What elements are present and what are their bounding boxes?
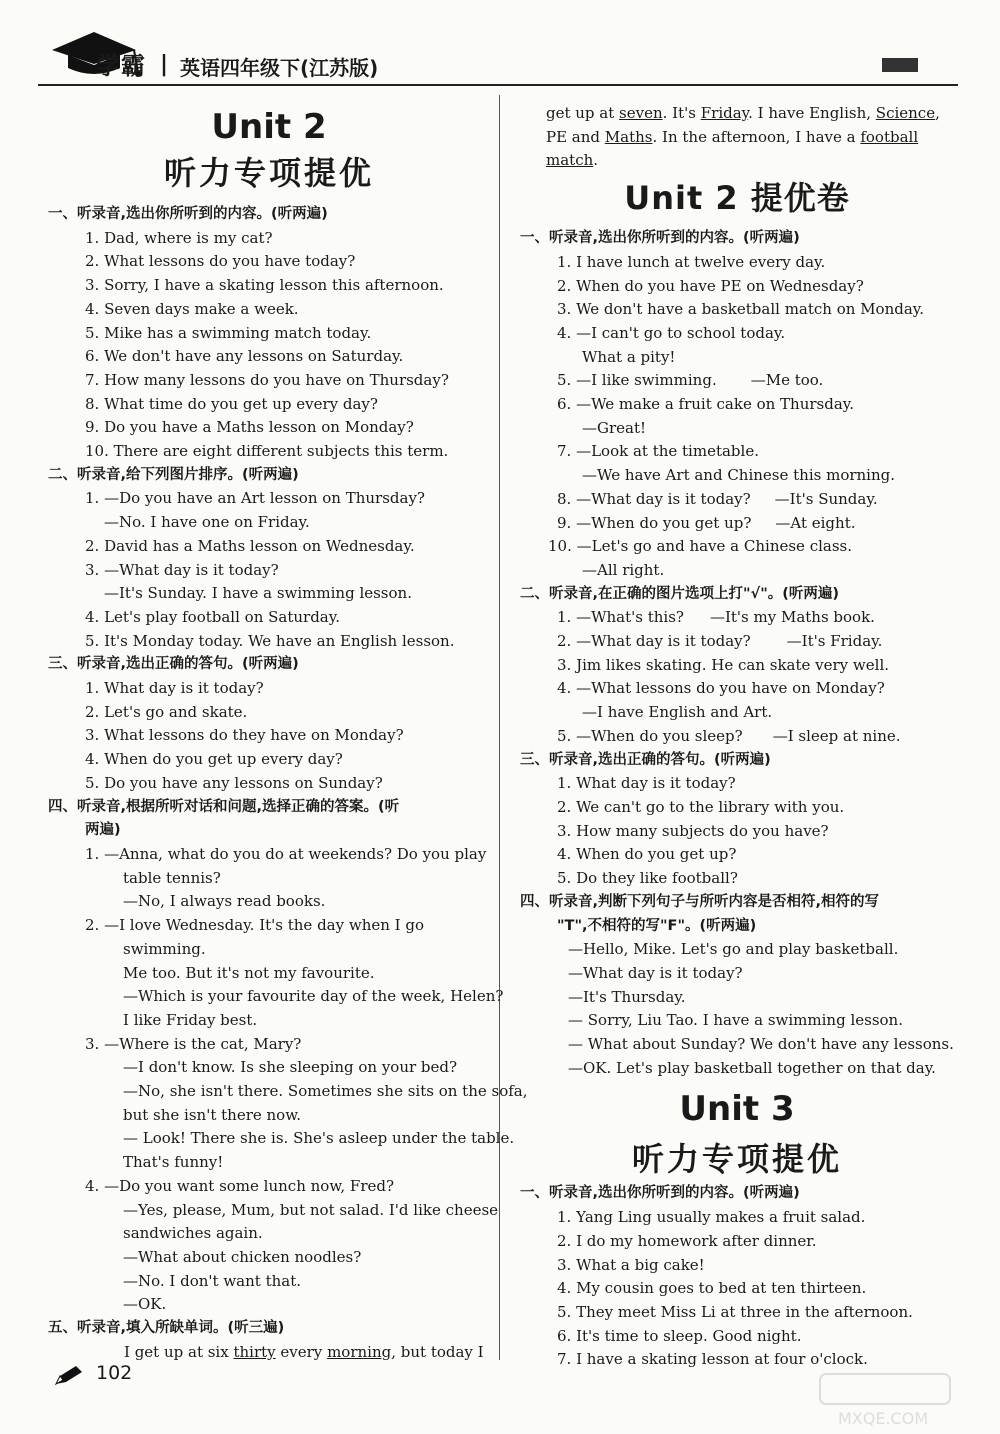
column-divider [499,95,500,1360]
passage-text: . It's [662,104,701,122]
list-item [520,630,954,654]
unit-subtitle: 听力专项提优 [163,154,374,192]
line-part: —It's Sunday. [774,489,878,508]
list-item: 4. My cousin goes to bed at ten thirteen. [557,1279,867,1298]
brand-logo-text: 学霸 [96,52,146,80]
list-item: 1. I have lunch at twelve every day. [557,252,826,271]
unit-heading: Unit 2 [211,107,327,147]
section-heading: 五、听录音,填入所缺单词。(听三遍) [48,1320,285,1337]
list-item: 8. What time do you get up every day? [85,394,378,413]
line-part: —It's my Maths book. [709,608,875,627]
list-item: sandwiches again. [123,1224,263,1243]
list-item: 1. Dad, where is my cat? [85,228,273,247]
line-part: 1. —What's this? [557,608,684,627]
list-item: —I don't know. Is she sleeping on your bed? [123,1058,458,1077]
list-item: 6. It's time to sleep. Good night. [557,1326,802,1345]
answer-word: morning [327,1342,392,1361]
passage-text: . In the afternoon, I have a [652,127,861,146]
list-item: 1. Yang Ling usually makes a fruit salad. [557,1208,866,1227]
list-item: 3. —Where is the cat, Mary? [85,1034,302,1053]
passage-text: I get up at six [124,1342,234,1361]
list-item: 4. —I can't go to school today. [557,323,786,342]
line-part: 8. —What day is it today? [557,489,751,508]
answer-word: seven [619,104,663,122]
list-item [520,369,954,393]
list-item: — Look! There she is. She's asleep under the table. [123,1129,515,1148]
section-heading: 二、听录音,给下列图片排序。(听两遍) [48,466,299,483]
section-heading: 二、听录音,在正确的图片选项上打"√"。(听两遍) [520,585,840,602]
list-item: 6. We don't have any lessons on Saturday. [85,347,404,366]
list-item: —OK. Let's play basketball together on that day. [568,1058,936,1077]
answer-word: match [546,151,594,170]
list-item: 7. I have a skating lesson at four o'clock. [557,1350,868,1369]
list-item: —We have Art and Chinese this morning. [582,466,896,485]
list-item: — Sorry, Liu Tao. I have a swimming lesson. [568,1011,903,1030]
list-item: 7. —Look at the timetable. [557,442,759,461]
list-item: 5. It's Monday today. We have an English lesson. [85,631,455,650]
cloze-passage [48,1341,490,1365]
list-item: —It's Thursday. [568,987,686,1006]
list-item: —No, I always read books. [123,892,326,911]
left-column [48,95,528,1364]
cloze-passage [520,149,954,173]
section-heading: 四、听录音,根据所听对话和问题,选择正确的答案。(听 [48,798,400,815]
list-item: 1. —Anna, what do you do at weekends? Do you play [85,844,487,863]
cloze-passage [520,126,954,150]
list-item: 2. —I love Wednesday. It's the day when I go [85,916,424,935]
list-item: 2. When do you have PE on Wednesday? [557,276,864,295]
list-item: 3. What a big cake! [557,1255,705,1274]
passage-text: get up at [546,104,620,122]
passage-text: . I have English, [748,104,876,122]
answer-word: Science [875,104,936,122]
list-item: —It's Sunday. I have a swimming lesson. [104,584,412,603]
answer-word: Maths [604,127,653,146]
line-part: 5. —I like swimming. [557,371,717,390]
list-item: 5. Do you have any lessons on Sunday? [85,773,383,792]
list-item: That's funny! [123,1153,224,1172]
section-heading: 一、听录音,选出你所听到的内容。(听两遍) [520,230,800,247]
list-item: 10. —Let's go and have a Chinese class. [548,537,853,556]
list-item: 4. When do you get up every day? [85,750,343,769]
section-heading: 一、听录音,选出你所听到的内容。(听两遍) [520,1185,800,1202]
list-item: 4. When do you get up? [557,845,737,864]
right-column [520,102,954,1372]
list-item: 2. We can't go to the library with you. [557,797,845,816]
passage-text: every [275,1342,328,1361]
page-header [38,28,958,90]
list-item: — What about Sunday? We don't have any lessons. [568,1035,954,1054]
list-item: —No. I don't want that. [123,1271,302,1290]
list-item: 1. What day is it today? [557,774,736,793]
unit-heading: Unit 3 [679,1089,795,1130]
header-separator: | [160,52,169,77]
book-title: 英语四年级下(江苏版) [180,56,379,80]
list-item: table tennis? [123,868,221,887]
line-part: —At eight. [775,513,856,532]
list-item: 4. —Do you want some lunch now, Fred? [85,1176,395,1195]
list-item: 5. Do they like football? [557,869,738,888]
list-item: 1. —Do you have an Art lesson on Thursday? [85,489,425,508]
list-item: —Which is your favourite day of the week, Helen? [123,987,504,1006]
list-item: 10. There are eight different subjects this term. [85,442,449,461]
list-item: 7. How many lessons do you have on Thursday? [85,370,449,389]
svg-text:MXQE.COM: MXQE.COM [838,1409,929,1428]
line-part: 5. —When do you sleep? [557,726,743,745]
list-item: What a pity! [582,347,676,366]
list-item: —Yes, please, Mum, but not salad. I'd like cheese [123,1200,499,1219]
section-heading: 一、听录音,选出你所听到的内容。(听两遍) [48,206,328,222]
line-part: —I sleep at nine. [772,726,901,745]
list-item [520,725,954,749]
list-item: —I have English and Art. [582,703,773,722]
pencil-icon [54,1364,84,1386]
list-item: —Great! [582,418,647,437]
list-item: I like Friday best. [123,1010,258,1029]
line-part: 9. —When do you get up? [557,513,752,532]
list-item: 3. Jim likes skating. He can skate very well. [557,655,890,674]
passage-text: , but today I [391,1342,484,1361]
answer-word: Friday [700,104,749,122]
list-item [520,512,954,536]
list-item: 2. I do my homework after dinner. [557,1231,817,1250]
list-item: 5. Mike has a swimming match today. [85,323,372,342]
cloze-passage [520,102,954,126]
list-item: —All right. [582,560,665,579]
list-item: 4. Seven days make a week. [85,299,299,318]
list-item: —No, she isn't there. Sometimes she sits on the sofa, [123,1082,528,1101]
list-item: —What day is it today? [568,963,743,982]
list-item: 9. Do you have a Maths lesson on Monday? [85,418,414,437]
list-item: 3. What lessons do they have on Monday? [85,726,404,745]
list-item: swimming. [123,939,206,958]
list-item: —OK. [123,1295,167,1314]
passage-text: , [935,104,940,122]
list-item: 3. We don't have a basketball match on Monday. [557,300,925,319]
answer-word: thirty [233,1342,276,1361]
unit-heading: Unit 2 提优卷 [624,179,850,218]
page-footer [54,1362,154,1392]
list-item: 2. David has a Maths lesson on Wednesday. [85,536,415,555]
list-item: 4. —What lessons do you have on Monday? [557,679,885,698]
line-part: 2. —What day is it today? [557,632,751,651]
list-item: 3. Sorry, I have a skating lesson this afternoon. [85,276,444,295]
section-heading: 三、听录音,选出正确的答句。(听两遍) [48,656,299,673]
section-heading: 三、听录音,选出正确的答句。(听两遍) [520,751,771,768]
list-item: but she isn't there now. [123,1105,302,1124]
line-part: —Me too. [750,371,824,390]
line-part: —It's Friday. [786,632,883,651]
list-item: 6. —We make a fruit cake on Thursday. [557,395,855,414]
section-heading: 两遍) [85,822,121,839]
list-item: 3. —What day is it today? [85,560,279,579]
list-item: Me too. But it's not my favourite. [123,963,375,982]
passage-text: PE and [546,127,605,146]
header-badge [882,58,918,72]
list-item: —No. I have one on Friday. [104,513,310,532]
list-item: 1. What day is it today? [85,679,264,698]
list-item: 5. They meet Miss Li at three in the afternoon. [557,1302,913,1321]
list-item [520,488,954,512]
header-rule [38,84,958,86]
page-number: 102 [96,1362,133,1384]
list-item: 4. Let's play football on Saturday. [85,607,340,626]
watermark-logo [818,1370,958,1430]
answer-word: football [860,127,919,146]
passage-text: . [593,151,599,170]
list-item: 3. How many subjects do you have? [557,821,829,840]
section-heading: "T",不相符的写"F"。(听两遍) [557,917,757,934]
unit-subtitle: 听力专项提优 [631,1140,842,1179]
list-item: 2. Let's go and skate. [85,702,248,721]
list-item: 2. What lessons do you have today? [85,252,356,271]
section-heading: 四、听录音,判断下列句子与所听内容是否相符,相符的写 [520,893,880,910]
list-item: —Hello, Mike. Let's go and play basketball. [568,940,899,959]
list-item [520,606,954,630]
list-item: —What about chicken noodles? [123,1247,362,1266]
